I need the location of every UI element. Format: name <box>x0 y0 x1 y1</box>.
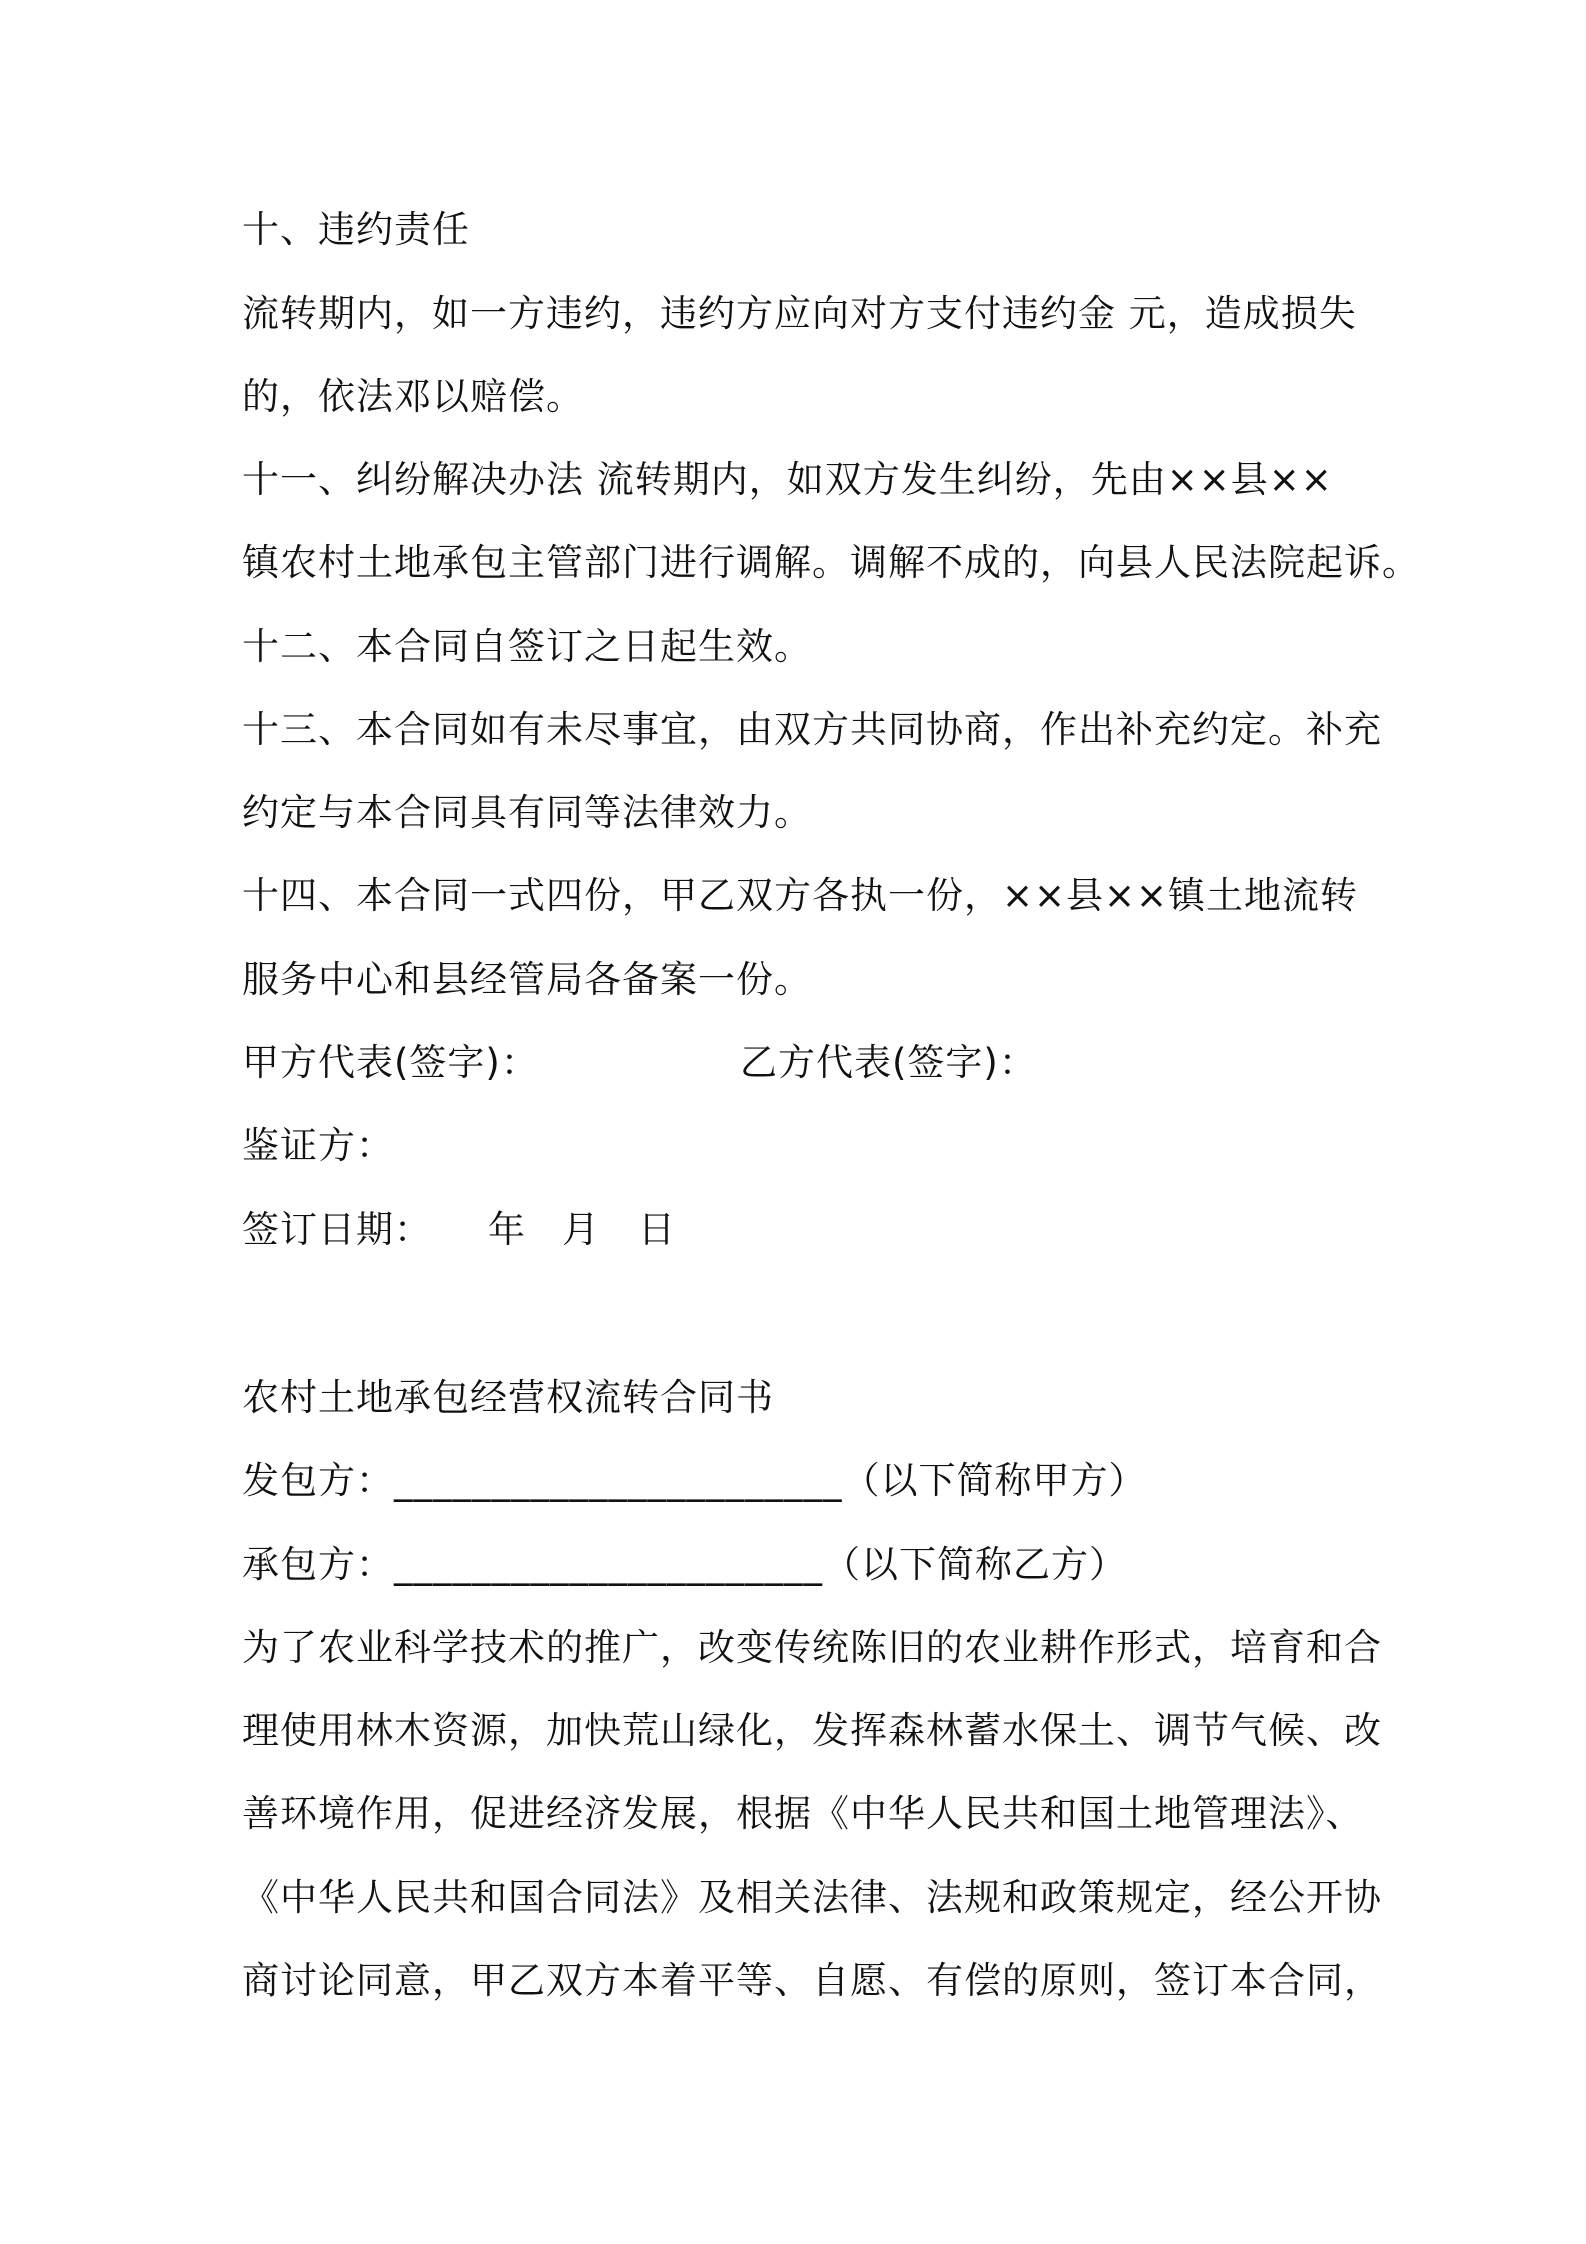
contractor-party-line: 承包方：______________________（以下简称乙方） <box>242 1543 1127 1586</box>
supplement-text-line-1: 十三、本合同如有未尽事宜，由双方共同协商，作出补充约定。补充 <box>242 708 1382 751</box>
signing-date-row <box>242 1205 1352 1255</box>
date-month-label: 月 <box>562 1208 600 1251</box>
preamble-line-1: 为了农业科学技术的推广，改变传统陈旧的农业耕作形式，培育和合 <box>242 1626 1382 1669</box>
dispute-text-line-2: 镇农村土地承包主管部门进行调解。调解不成的，向县人民法院起诉。 <box>242 541 1420 584</box>
breach-heading: 十、违约责任 <box>242 208 470 251</box>
breach-text-line-1: 流转期内，如一方违约，违约方应向对方支付违约金 元，造成损失 <box>242 292 1357 335</box>
contract-title: 农村土地承包经营权流转合同书 <box>242 1376 774 1419</box>
effective-clause: 十二、本合同自签订之日起生效。 <box>242 625 812 668</box>
preamble-line-2: 理使用林木资源，加快荒山绿化，发挥森林蓄水保土、调节气候、改 <box>242 1709 1382 1752</box>
signature-row <box>242 1038 1352 1088</box>
party-b-signature-label: 乙方代表(签字)： <box>740 1041 1037 1084</box>
preamble-line-4: 《中华人民共和国合同法》及相关法律、法规和政策规定，经公开协 <box>242 1876 1382 1919</box>
copies-text-line-1: 十四、本合同一式四份，甲乙双方各执一份，××县××镇土地流转 <box>242 874 1359 917</box>
issuer-party-line: 发包方：_______________________（以下简称甲方） <box>242 1459 1147 1502</box>
party-a-signature-label: 甲方代表(签字)： <box>242 1041 539 1084</box>
signing-date-label: 签订日期： <box>242 1208 432 1251</box>
preamble-line-5: 商讨论同意，甲乙双方本着平等、自愿、有偿的原则，签订本合同， <box>242 1959 1382 2002</box>
preamble-line-3: 善环境作用，促进经济发展，根据《中华人民共和国土地管理法》、 <box>242 1792 1364 1835</box>
copies-text-line-2: 服务中心和县经管局各备案一份。 <box>242 958 812 1001</box>
witness-label: 鉴证方： <box>242 1124 394 1167</box>
date-day-label: 日 <box>638 1208 676 1251</box>
date-year-label: 年 <box>488 1208 526 1251</box>
breach-text-line-2: 的，依法邓以赔偿。 <box>242 375 584 418</box>
supplement-text-line-2: 约定与本合同具有同等法律效力。 <box>242 791 812 834</box>
dispute-text-line-1: 十一、纠纷解决办法 流转期内，如双方发生纠纷，先由××县×× <box>242 458 1333 501</box>
